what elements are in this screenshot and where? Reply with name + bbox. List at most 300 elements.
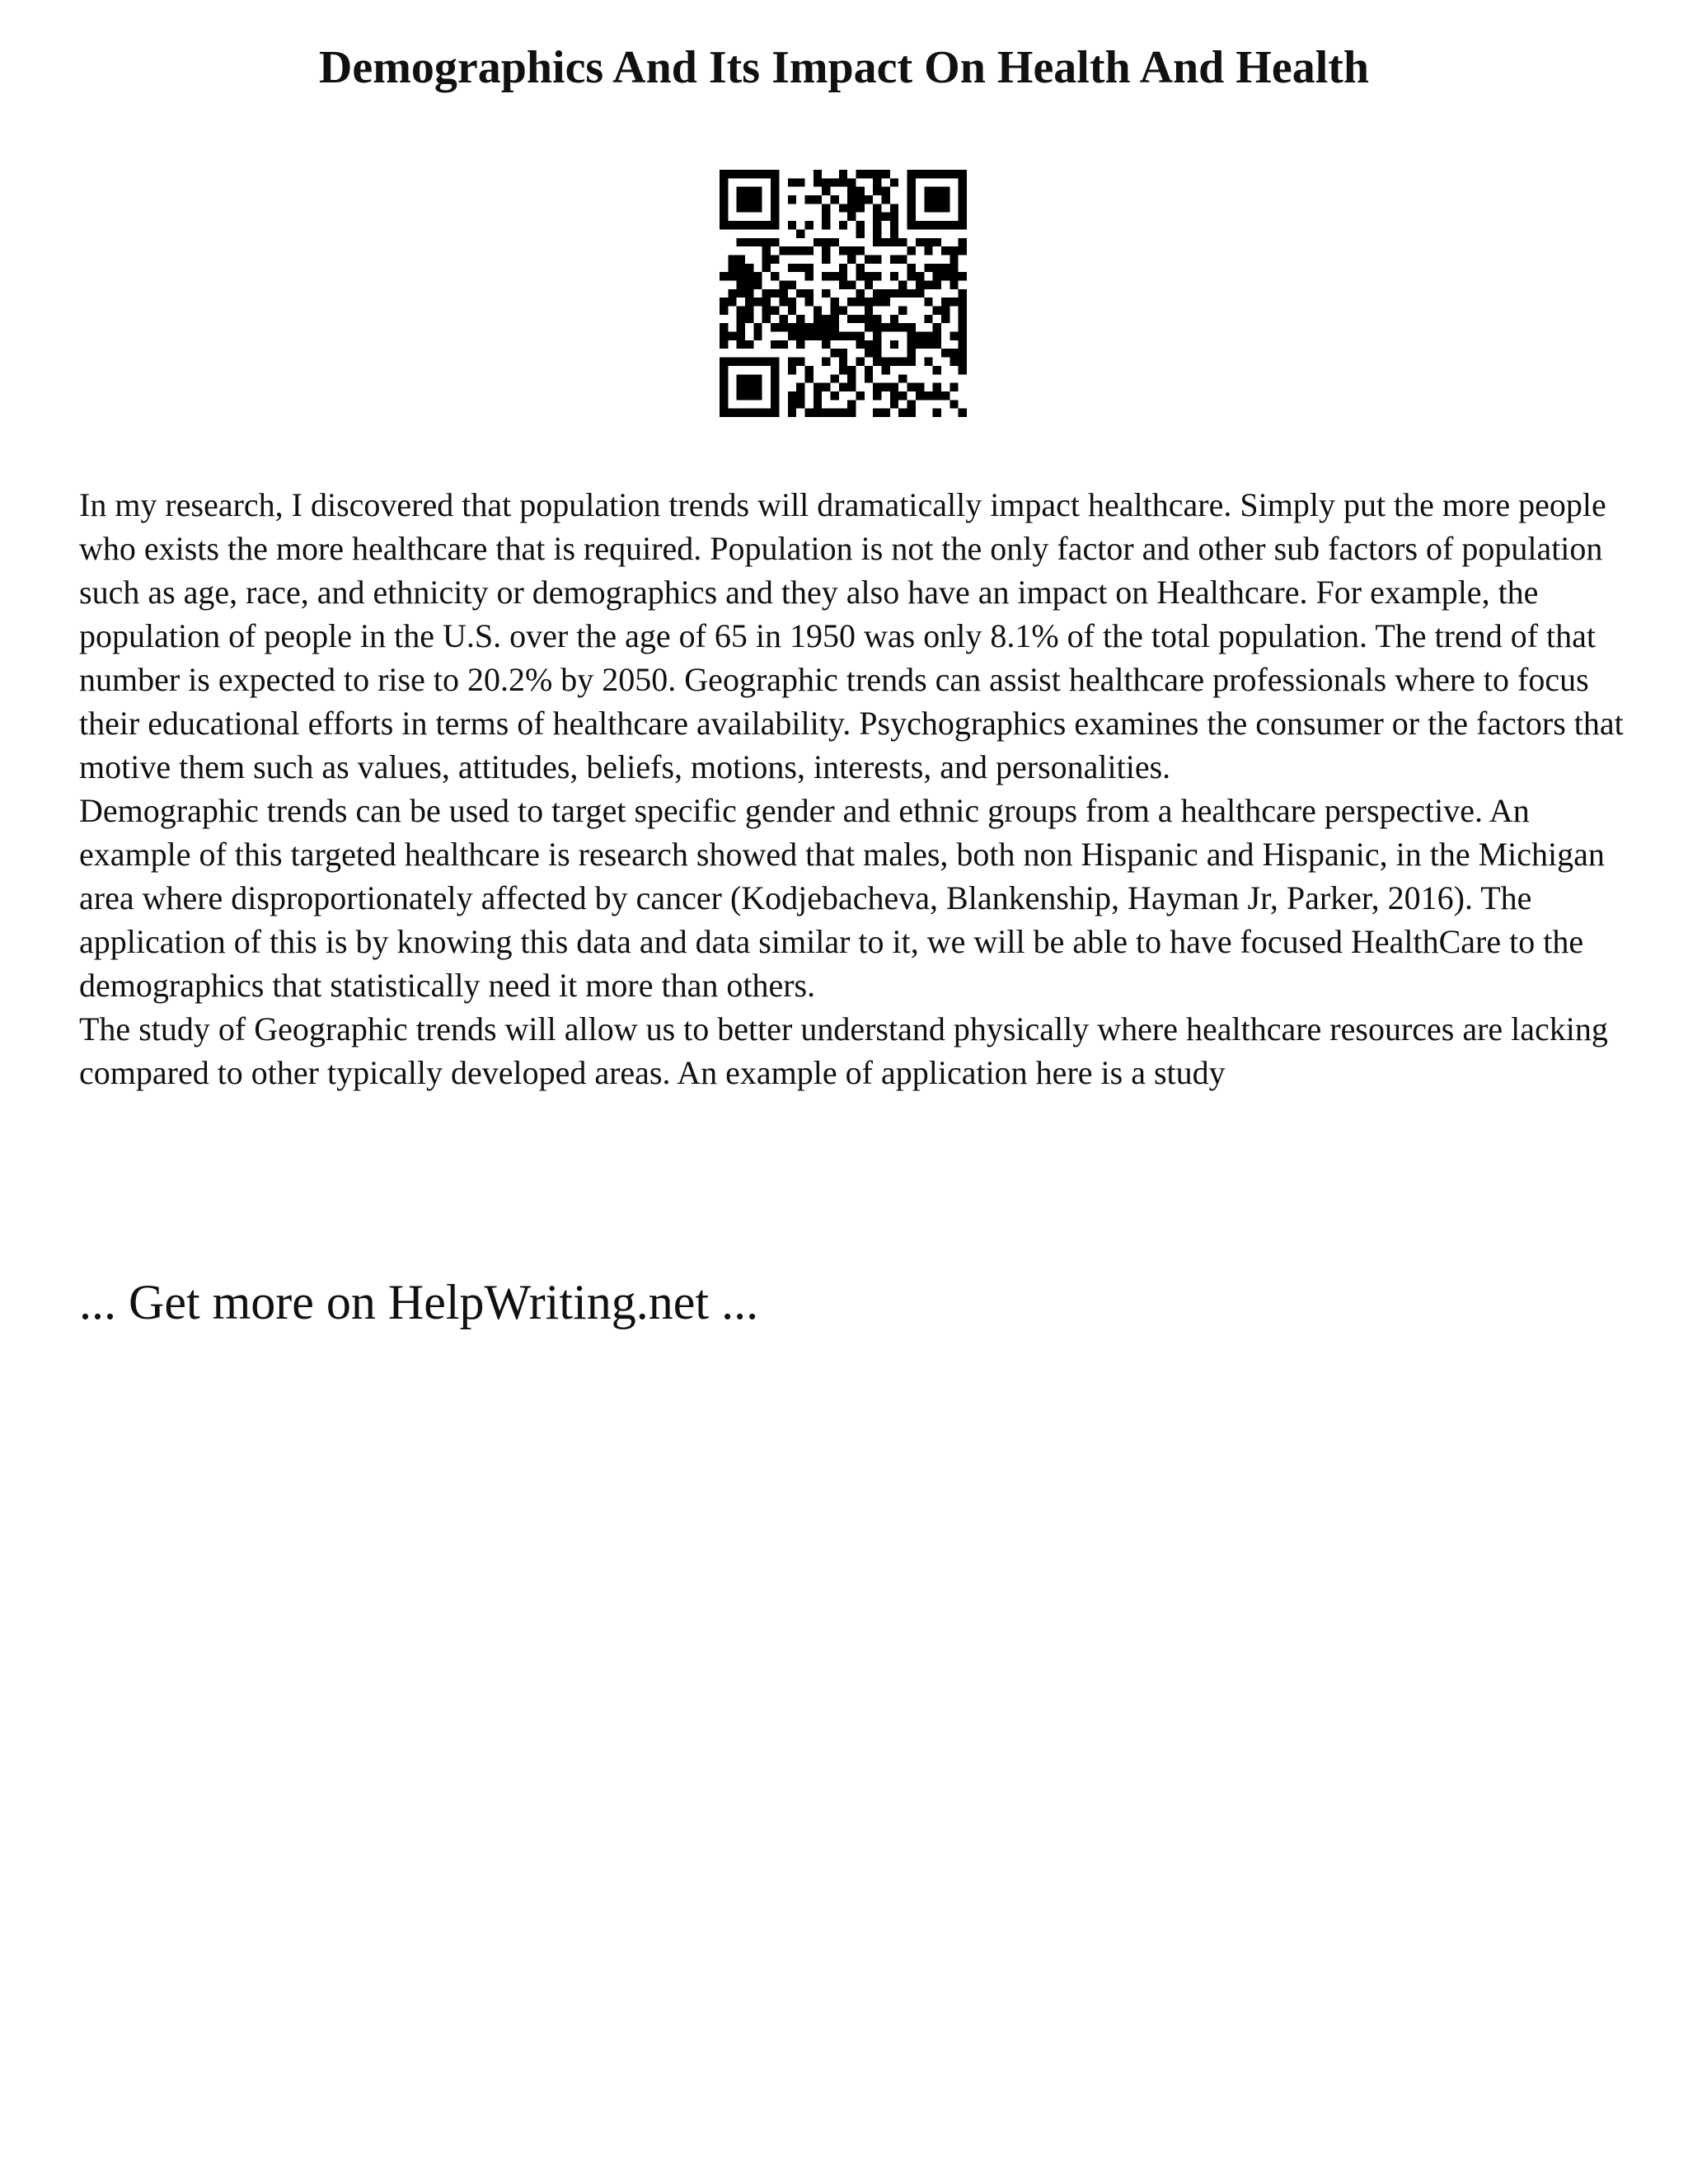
qr-module (847, 255, 856, 263)
qr-module (941, 204, 950, 212)
qr-module (898, 238, 907, 246)
qr-module (753, 323, 762, 331)
qr-module (822, 289, 830, 298)
qr-module (788, 221, 796, 229)
qr-module (856, 187, 865, 195)
qr-module (796, 383, 804, 391)
qr-module (933, 272, 941, 280)
qr-module (933, 170, 941, 178)
qr-module (737, 204, 745, 212)
qr-module (822, 187, 830, 195)
qr-module (745, 272, 753, 280)
qr-module (796, 289, 804, 298)
qr-module (720, 332, 728, 340)
qr-module (890, 340, 898, 349)
qr-module (890, 178, 898, 186)
article-body (79, 483, 1629, 1094)
qr-module (950, 246, 958, 255)
qr-module (865, 323, 873, 331)
qr-module (804, 264, 813, 272)
qr-module (762, 264, 771, 272)
qr-module (924, 204, 932, 212)
qr-module (865, 340, 873, 349)
qr-module (847, 280, 856, 288)
qr-module (933, 221, 941, 229)
qr-code-graphic (720, 170, 967, 417)
qr-module (856, 204, 865, 212)
qr-module (865, 374, 873, 382)
qr-module (890, 289, 898, 298)
qr-module (941, 298, 950, 306)
qr-module (873, 409, 881, 417)
qr-module (745, 307, 753, 315)
qr-module (830, 332, 838, 340)
qr-module (924, 280, 932, 288)
qr-module (882, 238, 890, 246)
qr-module (890, 255, 898, 263)
qr-module (737, 323, 745, 331)
qr-module (720, 391, 728, 400)
qr-module (737, 195, 745, 204)
qr-module (737, 332, 745, 340)
qr-module (873, 221, 881, 229)
qr-module (959, 358, 967, 366)
qr-module (822, 383, 830, 391)
qr-module (847, 187, 856, 195)
qr-module (771, 289, 779, 298)
qr-module (745, 383, 753, 391)
qr-module (882, 358, 890, 366)
qr-module (882, 383, 890, 391)
qr-module (839, 246, 847, 255)
qr-module (745, 315, 753, 323)
qr-module (941, 221, 950, 229)
qr-module (873, 323, 881, 331)
qr-module (865, 366, 873, 374)
qr-module (933, 383, 941, 391)
qr-module (959, 213, 967, 221)
qr-module (924, 221, 932, 229)
qr-module (959, 170, 967, 178)
qr-module (950, 264, 958, 272)
qr-module (753, 195, 762, 204)
qr-module (753, 170, 762, 178)
qr-module (737, 264, 745, 272)
qr-module (856, 264, 865, 272)
qr-module (814, 315, 822, 323)
qr-module (788, 358, 796, 366)
qr-module (737, 238, 745, 246)
qr-module (720, 272, 728, 280)
qr-module (771, 213, 779, 221)
qr-module (882, 187, 890, 195)
qr-module (865, 195, 873, 204)
qr-module (916, 391, 924, 400)
qr-module (898, 323, 907, 331)
qr-module (873, 358, 881, 366)
qr-module (788, 264, 796, 272)
qr-module (959, 340, 967, 349)
qr-module (737, 315, 745, 323)
qr-module (839, 204, 847, 212)
qr-module (882, 195, 890, 204)
qr-module (737, 409, 745, 417)
qr-module (745, 170, 753, 178)
qr-module (796, 340, 804, 349)
qr-module (796, 178, 804, 186)
qr-module (873, 289, 881, 298)
qr-module (814, 409, 822, 417)
qr-module (959, 246, 967, 255)
qr-module (745, 340, 753, 349)
qr-module (907, 349, 916, 357)
qr-module (882, 170, 890, 178)
qr-module (720, 221, 728, 229)
qr-module (753, 221, 762, 229)
qr-module (745, 238, 753, 246)
qr-module (941, 391, 950, 400)
qr-module (771, 238, 779, 246)
qr-module (762, 315, 771, 323)
qr-module (822, 358, 830, 366)
paragraph-demographic-trends: Demographic trends can be used to target specific gender and ethnic groups from a healthcare perspective. An example of this targeted healthcare is research showed that males, both non Hispanic and Hispanic, in the Michigan area where disproportionately affected by cancer (Kodjebacheva, Blankenship, Hayman Jr, Parker, 2016). The application of this is by knowing this data and data similar to it, we will be able to have focused HealthCare to the demographics that statistically need it more than others. (79, 792, 1605, 1004)
qr-module (933, 187, 941, 195)
qr-module (804, 221, 813, 229)
qr-module (771, 409, 779, 417)
qr-module (916, 272, 924, 280)
qr-module (771, 221, 779, 229)
qr-module (788, 332, 796, 340)
qr-module (796, 264, 804, 272)
qr-module (728, 409, 736, 417)
qr-module (882, 409, 890, 417)
qr-module (907, 323, 916, 331)
qr-module (890, 391, 898, 400)
qr-module (830, 315, 838, 323)
qr-module (737, 289, 745, 298)
qr-module (847, 204, 856, 212)
qr-module (745, 280, 753, 288)
qr-module (873, 298, 881, 306)
qr-module (804, 246, 813, 255)
qr-module (753, 332, 762, 340)
qr-module (771, 187, 779, 195)
qr-module (839, 221, 847, 229)
qr-module (959, 221, 967, 229)
qr-module (890, 315, 898, 323)
qr-module (771, 323, 779, 331)
qr-module (779, 340, 787, 349)
qr-module (814, 170, 822, 178)
qr-module (839, 358, 847, 366)
qr-module (745, 358, 753, 366)
qr-module (814, 383, 822, 391)
qr-module (796, 332, 804, 340)
qr-module (856, 298, 865, 306)
qr-module (737, 383, 745, 391)
qr-module (788, 178, 796, 186)
qr-module (941, 272, 950, 280)
qr-module (771, 307, 779, 315)
qr-module (959, 298, 967, 306)
qr-module (890, 358, 898, 366)
qr-module (907, 289, 916, 298)
qr-module (924, 195, 932, 204)
qr-module (847, 315, 856, 323)
qr-module (847, 178, 856, 186)
qr-module (847, 383, 856, 391)
qr-module (822, 272, 830, 280)
qr-module (950, 358, 958, 366)
qr-module (762, 307, 771, 315)
qr-module (847, 246, 856, 255)
qr-module (941, 246, 950, 255)
qr-module (933, 264, 941, 272)
qr-module (814, 400, 822, 408)
get-more-link[interactable]: ... Get more on HelpWriting.net ... (79, 1275, 759, 1329)
qr-module (745, 298, 753, 306)
qr-module (822, 238, 830, 246)
qr-module (847, 409, 856, 417)
qr-module (839, 264, 847, 272)
qr-module (959, 272, 967, 280)
qr-module (890, 383, 898, 391)
qr-module (788, 246, 796, 255)
qr-module (720, 409, 728, 417)
qr-module (720, 298, 728, 306)
qr-module (830, 195, 838, 204)
qr-module (804, 323, 813, 331)
qr-module (779, 298, 787, 306)
qr-module (762, 358, 771, 366)
qr-module (941, 264, 950, 272)
qr-module (771, 383, 779, 391)
qr-module (865, 272, 873, 280)
qr-module (873, 229, 881, 237)
qr-module (804, 272, 813, 280)
qr-module (788, 409, 796, 417)
qr-module (720, 366, 728, 374)
qr-module (822, 323, 830, 331)
qr-module (916, 280, 924, 288)
qr-module (924, 358, 932, 366)
qr-module (873, 340, 881, 349)
qr-module (916, 340, 924, 349)
qr-module (933, 280, 941, 288)
qr-module (830, 409, 838, 417)
qr-module (856, 229, 865, 237)
qr-module (839, 307, 847, 315)
qr-module (720, 383, 728, 391)
qr-module (779, 315, 787, 323)
qr-module (950, 280, 958, 288)
qr-module (898, 289, 907, 298)
qr-module (720, 374, 728, 382)
qr-module (933, 238, 941, 246)
qr-module (720, 358, 728, 366)
qr-module (804, 332, 813, 340)
qr-module (890, 221, 898, 229)
qr-module (890, 323, 898, 331)
qr-module (907, 272, 916, 280)
qr-module (753, 272, 762, 280)
qr-module (771, 358, 779, 366)
qr-module (959, 195, 967, 204)
qr-module (959, 238, 967, 246)
qr-module (941, 195, 950, 204)
qr-module (745, 409, 753, 417)
qr-module (771, 195, 779, 204)
qr-module (788, 195, 796, 204)
qr-module (898, 280, 907, 288)
qr-module (814, 307, 822, 315)
qr-module (771, 374, 779, 382)
qr-module (847, 366, 856, 374)
qr-module (873, 238, 881, 246)
qr-module (814, 195, 822, 204)
qr-module (720, 307, 728, 315)
qr-module (959, 323, 967, 331)
qr-module (839, 409, 847, 417)
qr-module (822, 332, 830, 340)
qr-module (779, 280, 787, 288)
qr-module (865, 298, 873, 306)
qr-module (924, 264, 932, 272)
qr-module (873, 349, 881, 357)
qr-module (856, 170, 865, 178)
qr-module (771, 255, 779, 263)
qr-module (779, 323, 787, 331)
qr-module (788, 366, 796, 374)
qr-module (839, 332, 847, 340)
qr-module (737, 374, 745, 382)
qr-module (950, 170, 958, 178)
qr-module (737, 307, 745, 315)
qr-module (804, 366, 813, 374)
qr-module (959, 307, 967, 315)
qr-module (890, 272, 898, 280)
qr-module (830, 323, 838, 331)
qr-module (830, 374, 838, 382)
qr-module (959, 178, 967, 186)
qr-module (753, 358, 762, 366)
qr-module (728, 255, 736, 263)
qr-module (865, 255, 873, 263)
qr-module (753, 391, 762, 400)
qr-module (907, 246, 916, 255)
qr-module (873, 213, 881, 221)
qr-module (959, 187, 967, 195)
qr-module (907, 358, 916, 366)
qr-module (941, 349, 950, 357)
qr-module (882, 298, 890, 306)
qr-module (847, 213, 856, 221)
qr-module (907, 195, 916, 204)
qr-module (830, 238, 838, 246)
qr-module (873, 272, 881, 280)
qr-module (822, 204, 830, 212)
qr-module (822, 340, 830, 349)
qr-module (950, 332, 958, 340)
qr-module (898, 374, 907, 382)
qr-module (753, 298, 762, 306)
qr-module (771, 204, 779, 212)
qr-module (856, 272, 865, 280)
qr-module (924, 391, 932, 400)
qr-module (882, 366, 890, 374)
qr-module (873, 315, 881, 323)
qr-module (771, 170, 779, 178)
qr-module (907, 264, 916, 272)
qr-module (762, 221, 771, 229)
qr-module (745, 221, 753, 229)
paragraph-geographic-trends: The study of Geographic trends will allow us to better understand physically where healthcare resources are lacking compared to other typically developed areas. An example of application here is a study (79, 1010, 1608, 1091)
qr-module (873, 332, 881, 340)
qr-module (916, 170, 924, 178)
qr-module (890, 204, 898, 212)
qr-module (796, 246, 804, 255)
qr-module (788, 391, 796, 400)
qr-module (873, 170, 881, 178)
qr-module (839, 366, 847, 374)
qr-module (839, 170, 847, 178)
qr-module (737, 255, 745, 263)
qr-module (959, 409, 967, 417)
qr-module (771, 178, 779, 186)
qr-module (737, 358, 745, 366)
qr-module (907, 340, 916, 349)
qr-module (890, 229, 898, 237)
qr-module (924, 315, 932, 323)
qr-module (737, 187, 745, 195)
qr-module (959, 366, 967, 374)
qr-module (720, 204, 728, 212)
qr-module (804, 195, 813, 204)
qr-module (771, 400, 779, 408)
qr-module (822, 409, 830, 417)
qr-module (822, 178, 830, 186)
qr-module (796, 229, 804, 237)
qr-module (873, 187, 881, 195)
qr-module (865, 307, 873, 315)
qr-module (898, 391, 907, 400)
qr-module (907, 221, 916, 229)
qr-module (873, 391, 881, 400)
qr-module (796, 400, 804, 408)
qr-module (933, 409, 941, 417)
qr-module (907, 332, 916, 340)
qr-module (924, 332, 932, 340)
qr-module (847, 298, 856, 306)
qr-code-icon (720, 170, 967, 417)
qr-module (907, 187, 916, 195)
qr-module (762, 409, 771, 417)
qr-module (856, 358, 865, 366)
qr-module (898, 255, 907, 263)
qr-module (924, 340, 932, 349)
qr-module (822, 255, 830, 263)
qr-module (762, 298, 771, 306)
qr-module (890, 213, 898, 221)
qr-module (830, 298, 838, 306)
qr-module (728, 358, 736, 366)
qr-module (933, 340, 941, 349)
qr-module (737, 272, 745, 280)
qr-module (959, 349, 967, 357)
qr-module (728, 332, 736, 340)
qr-module (804, 289, 813, 298)
qr-module (856, 315, 865, 323)
